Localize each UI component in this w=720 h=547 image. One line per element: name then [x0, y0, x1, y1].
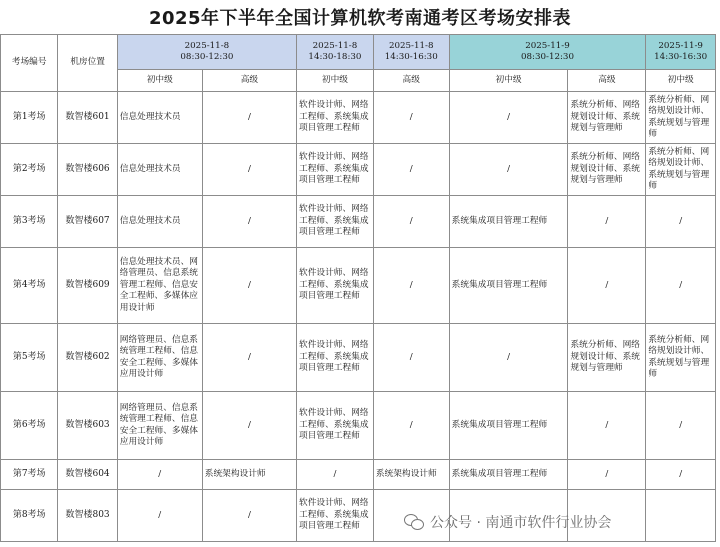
level-header: 初中级 [449, 70, 568, 92]
exam-room-cell: 第8考场 [1, 490, 58, 542]
exam-cell: / [202, 324, 296, 392]
exam-cell: / [297, 460, 374, 490]
table-row [1, 392, 716, 460]
exam-cell: 软件设计师、网络工程师、系统集成项目管理工程师 [297, 92, 374, 144]
exam-cell: 系统集成项目管理工程师 [449, 392, 568, 460]
session-header-1 [117, 35, 296, 70]
session-time: 14:30-18:30 [308, 52, 362, 62]
level-header: 高级 [568, 70, 646, 92]
exam-cell: / [202, 392, 296, 460]
exam-cell: 信息处理技术员 [117, 196, 202, 248]
exam-cell: / [373, 324, 449, 392]
exam-cell: / [568, 248, 646, 324]
exam-cell: 信息处理技术员、网络管理员、信息系统管理工程师、信息安全工程师、多媒体应用设计师 [117, 248, 202, 324]
exam-cell: 软件设计师、网络工程师、系统集成项目管理工程师 [297, 196, 374, 248]
header-row-dates [1, 35, 716, 70]
session-time: 08:30-12:30 [520, 52, 574, 62]
exam-room-cell: 第4考场 [1, 248, 58, 324]
exam-room-cell: 第3考场 [1, 196, 58, 248]
exam-cell: 系统分析师、网络规划设计师、系统规划与管理师 [568, 144, 646, 196]
building-cell: 数智楼603 [58, 392, 117, 460]
exam-cell: 系统分析师、网络规划设计师、系统规划与管理师 [568, 92, 646, 144]
building-cell: 数智楼803 [58, 490, 117, 542]
session-header-2 [297, 35, 374, 70]
exam-cell: 系统架构设计师 [373, 460, 449, 490]
exam-cell: / [646, 392, 716, 460]
exam-cell: / [202, 490, 296, 542]
exam-cell: 系统分析师、网络规划设计师、系统规划与管理师 [646, 324, 716, 392]
exam-cell: / [646, 196, 716, 248]
exam-cell: 系统分析师、网络规划设计师、系统规划与管理师 [568, 324, 646, 392]
level-header: 初中级 [297, 70, 374, 92]
level-header: 高级 [202, 70, 296, 92]
exam-cell: 系统架构设计师 [202, 460, 296, 490]
exam-cell: 网络管理员、信息系统管理工程师、信息安全工程师、多媒体应用设计师 [117, 324, 202, 392]
table-row [1, 460, 716, 490]
building-cell: 数智楼607 [58, 196, 117, 248]
session-time: 08:30-12:30 [180, 52, 234, 62]
exam-room-cell: 第2考场 [1, 144, 58, 196]
exam-room-header: 考场编号 [1, 35, 58, 92]
page-title: 2025年下半年全国计算机软考南通考区考场安排表 [148, 8, 572, 29]
session-date: 2025-11-8 [184, 40, 230, 51]
session-time: 14:30-16:30 [384, 52, 438, 62]
exam-cell: / [202, 196, 296, 248]
exam-cell: 软件设计师、网络工程师、系统集成项目管理工程师 [297, 324, 374, 392]
exam-cell: 系统分析师、网络规划设计师、系统规划与管理师 [646, 144, 716, 196]
session-date: 2025-11-8 [312, 40, 358, 51]
session-date: 2025-11-9 [658, 40, 703, 51]
exam-cell: 软件设计师、网络工程师、系统集成项目管理工程师 [297, 144, 374, 196]
exam-cell: / [646, 248, 716, 324]
exam-cell: / [568, 460, 646, 490]
session-header-4 [449, 35, 646, 70]
exam-cell: 信息处理技术员 [117, 144, 202, 196]
session-header-3 [373, 35, 449, 70]
exam-cell: / [449, 324, 568, 392]
session-header-5 [646, 35, 716, 70]
exam-cell: / [373, 92, 449, 144]
exam-cell: 网络管理员、信息系统管理工程师、信息安全工程师、多媒体应用设计师 [117, 392, 202, 460]
building-cell: 数智楼602 [58, 324, 117, 392]
exam-cell: 软件设计师、网络工程师、系统集成项目管理工程师 [297, 490, 374, 542]
exam-room-cell: 第5考场 [1, 324, 58, 392]
building-cell: 数智楼609 [58, 248, 117, 324]
wechat-icon [404, 514, 424, 530]
level-header: 高级 [373, 70, 449, 92]
exam-cell: 软件设计师、网络工程师、系统集成项目管理工程师 [297, 392, 374, 460]
level-header: 初中级 [646, 70, 716, 92]
schedule-table [0, 34, 716, 542]
level-header: 初中级 [117, 70, 202, 92]
exam-cell: / [117, 490, 202, 542]
exam-cell: / [373, 248, 449, 324]
exam-cell: / [202, 248, 296, 324]
building-cell: 数智楼606 [58, 144, 117, 196]
exam-cell: 系统分析师、网络规划设计师、系统规划与管理师 [646, 92, 716, 144]
session-date: 2025-11-8 [388, 40, 434, 51]
exam-cell: / [568, 392, 646, 460]
table-row [1, 144, 716, 196]
building-cell: 数智楼604 [58, 460, 117, 490]
exam-cell: / [202, 144, 296, 196]
watermark [404, 510, 704, 534]
exam-room-cell: 第6考场 [1, 392, 58, 460]
exam-cell: / [646, 460, 716, 490]
exam-cell: 软件设计师、网络工程师、系统集成项目管理工程师 [297, 248, 374, 324]
exam-cell: 系统集成项目管理工程师 [449, 248, 568, 324]
table-row [1, 248, 716, 324]
watermark-text: 公众号 · 南通市软件行业协会 [430, 515, 612, 531]
building-cell: 数智楼601 [58, 92, 117, 144]
exam-cell: / [373, 144, 449, 196]
exam-cell: / [373, 196, 449, 248]
exam-cell: 信息处理技术员 [117, 92, 202, 144]
exam-cell: / [117, 460, 202, 490]
exam-cell: / [373, 392, 449, 460]
machine-room-header: 机房位置 [58, 35, 117, 92]
exam-room-cell: 第7考场 [1, 460, 58, 490]
table-row [1, 196, 716, 248]
exam-cell: 系统集成项目管理工程师 [449, 196, 568, 248]
table-row [1, 92, 716, 144]
exam-cell: / [568, 196, 646, 248]
session-date: 2025-11-9 [525, 40, 570, 51]
exam-cell: / [449, 144, 568, 196]
session-time: 14:30-16:30 [654, 52, 708, 62]
table-row [1, 324, 716, 392]
exam-room-cell: 第1考场 [1, 92, 58, 144]
exam-cell: / [202, 92, 296, 144]
exam-cell: 系统集成项目管理工程师 [449, 460, 568, 490]
exam-cell: / [449, 92, 568, 144]
